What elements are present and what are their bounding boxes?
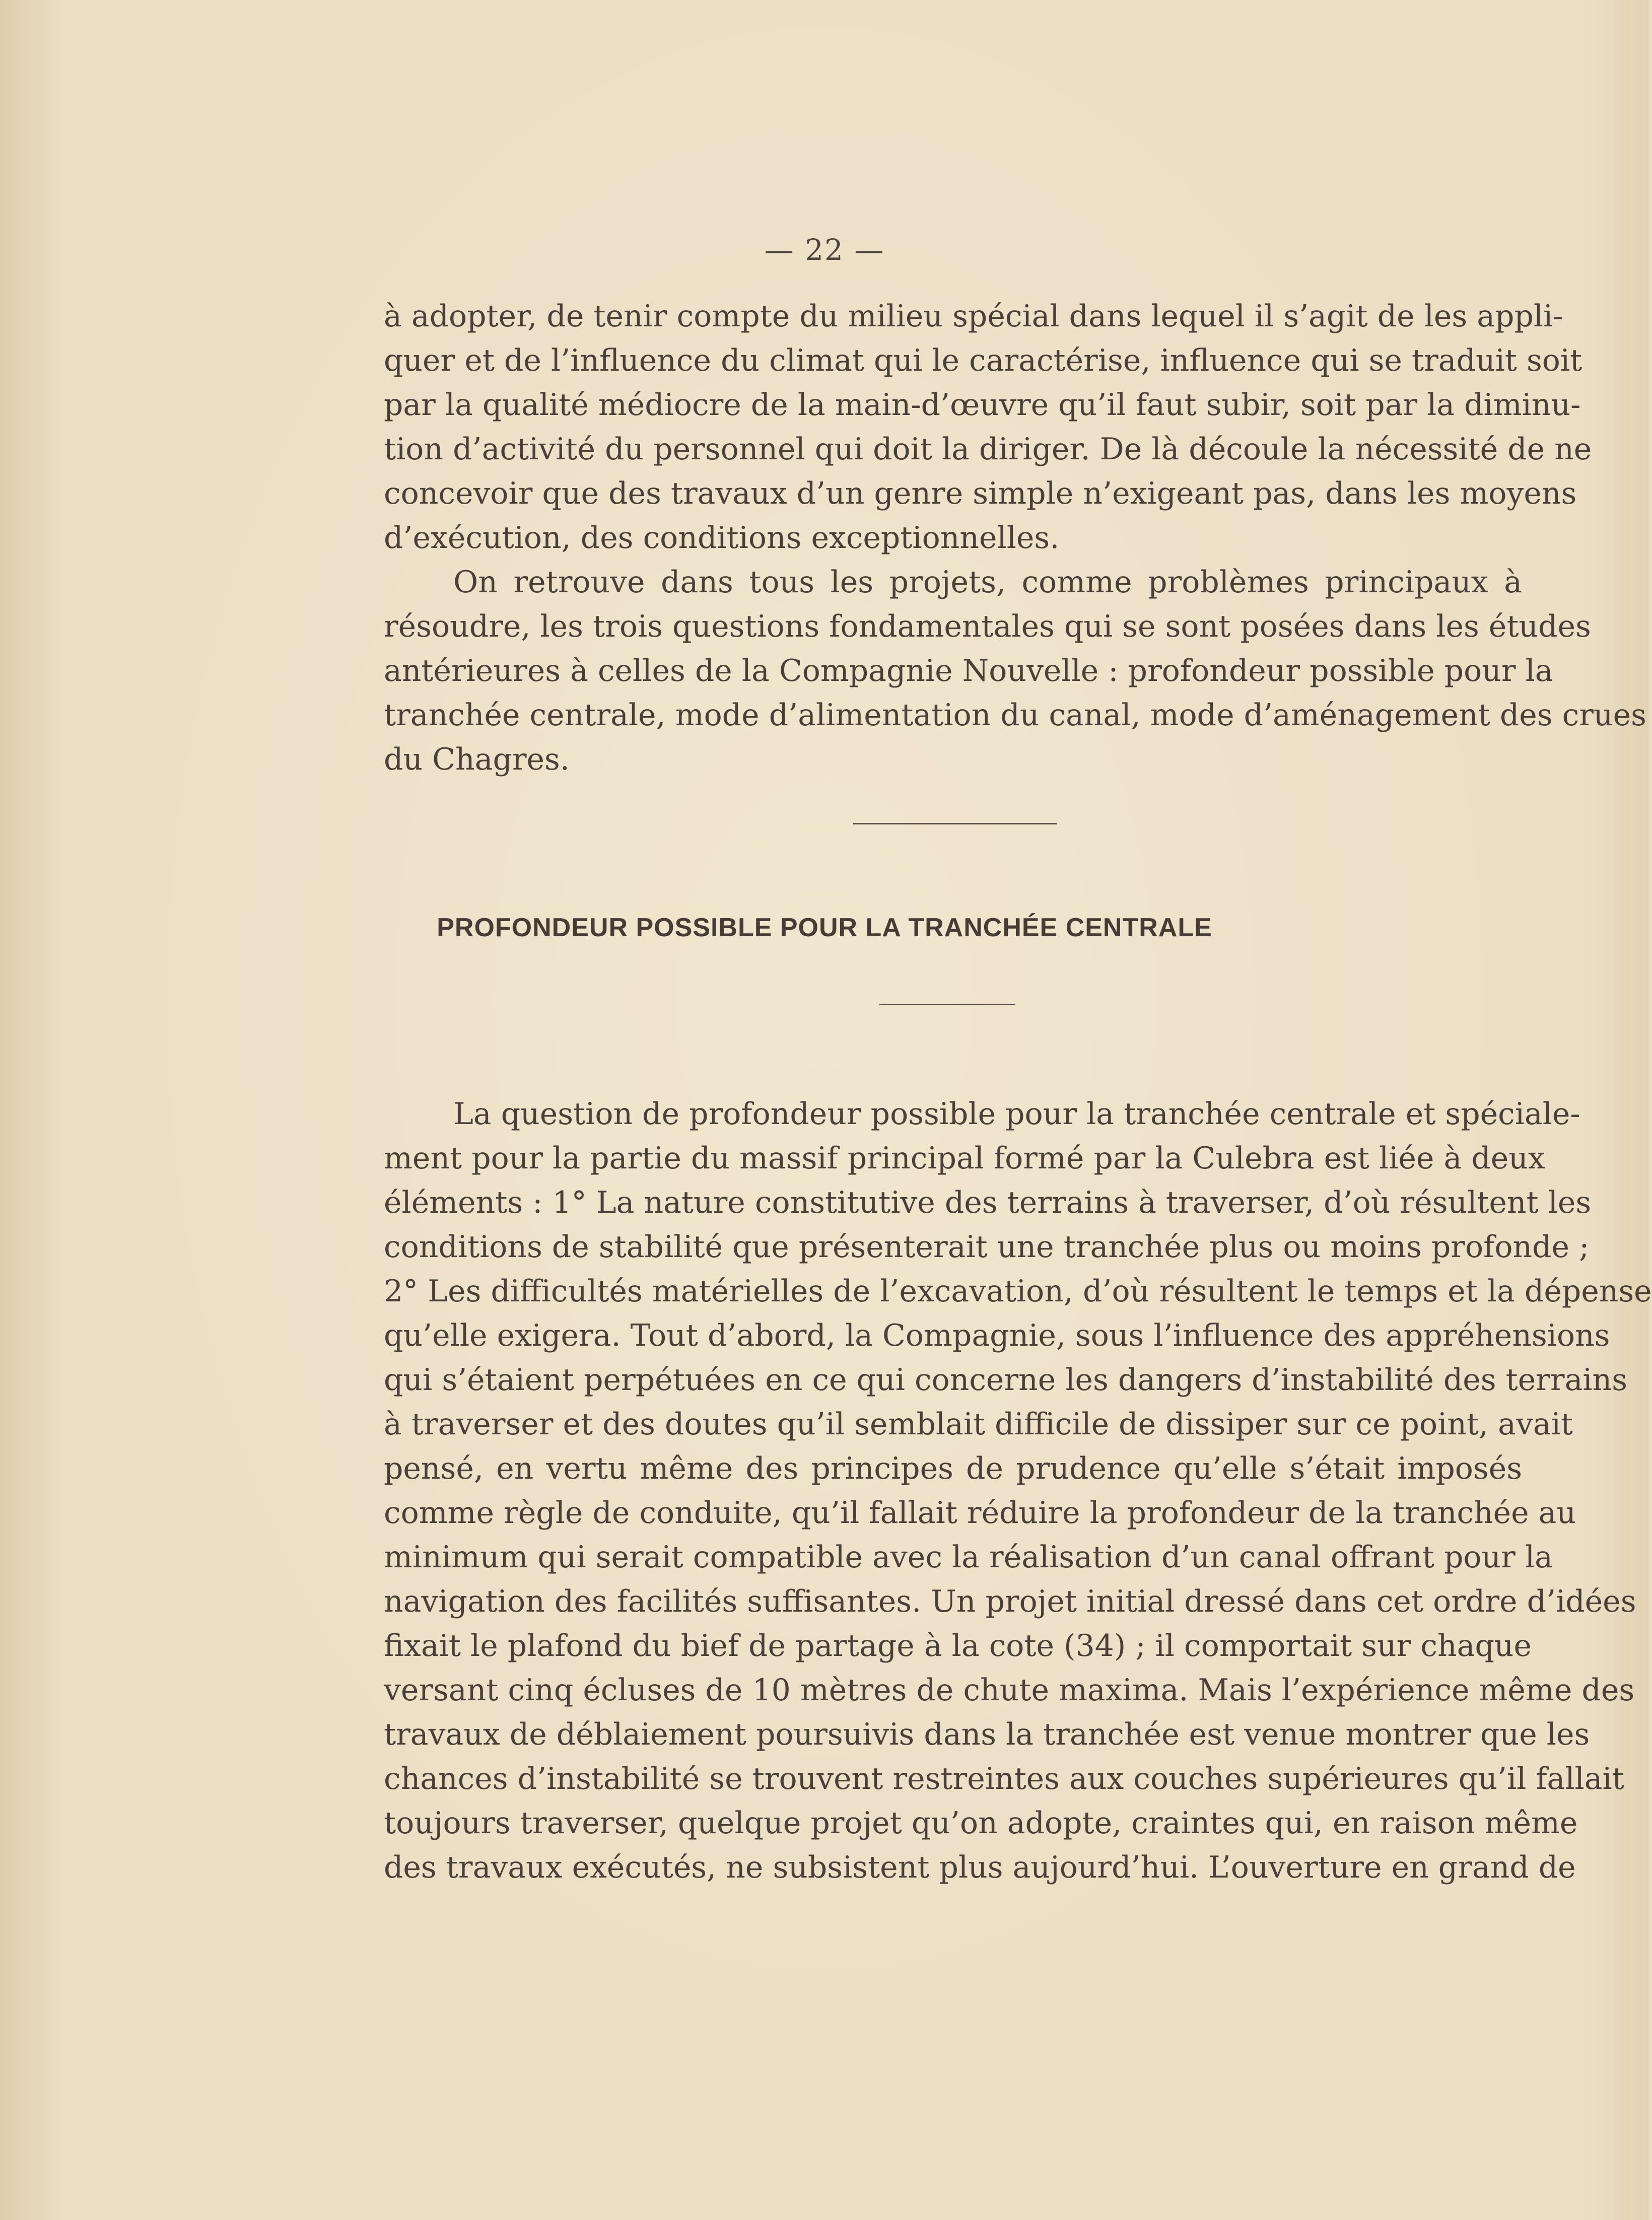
paragraph-line: du Chagres.: [384, 742, 570, 777]
paragraph-line: antérieures à celles de la Compagnie Nouvelle : profondeur possible pour la: [384, 653, 1553, 688]
paragraph-line: des travaux exécutés, ne subsistent plus aujourd’hui. L’ouverture en grand de: [384, 1850, 1576, 1885]
paragraph-line: concevoir que des travaux d’un genre simple n’exigeant pas, dans les moyens: [384, 476, 1577, 511]
paragraph-line: par la qualité médiocre de la main-d’œuvre qu’il faut subir, soit par la diminu-: [384, 387, 1581, 423]
paragraph-line: versant cinq écluses de 10 mètres de chute maxima. Mais l’expérience même des: [384, 1673, 1635, 1708]
paragraph-line: On retrouve dans tous les projets, comme problèmes principaux à: [453, 565, 1522, 600]
paragraph-line: tion d’activité du personnel qui doit la diriger. De là découle la nécessité de ne: [384, 432, 1592, 467]
paragraph-line: résoudre, les trois questions fondamentales qui se sont posées dans les études: [384, 609, 1591, 644]
paragraph-line: minimum qui serait compatible avec la réalisation d’un canal offrant pour la: [384, 1540, 1553, 1575]
paragraph-line: navigation des facilités suffisantes. Un projet initial dressé dans cet ordre d’idées: [384, 1584, 1636, 1619]
paragraph-line: La question de profondeur possible pour la tranchée centrale et spéciale-: [453, 1096, 1580, 1132]
paragraph-line: 2° Les difficultés matérielles de l’excavation, d’où résultent le temps et la dépense: [384, 1274, 1652, 1309]
paragraph-line: à adopter, de tenir compte du milieu spécial dans lequel il s’agit de les appli-: [384, 299, 1563, 334]
paragraph-line: à traverser et des doutes qu’il semblait difficile de dissiper sur ce point, avait: [384, 1407, 1573, 1442]
section-heading: PROFONDEUR POSSIBLE POUR LA TRANCHÉE CENTRALE: [437, 913, 1212, 942]
paragraph-line: quer et de l’influence du climat qui le caractérise, influence qui se traduit soit: [384, 343, 1582, 378]
paragraph-line: fixait le plafond du bief de partage à la cote (34) ; il comportait sur chaque: [384, 1628, 1532, 1663]
paragraph-line: travaux de déblaiement poursuivis dans la tranchée est venue montrer que les: [384, 1717, 1590, 1752]
paragraph-line: toujours traverser, quelque projet qu’on adopte, craintes qui, en raison même: [384, 1806, 1578, 1841]
paragraph-line: pensé, en vertu même des principes de prudence qu’elle s’était imposés: [384, 1451, 1522, 1486]
page-number: — 22 —: [764, 233, 885, 267]
paragraph-line: qu’elle exigera. Tout d’abord, la Compagnie, sous l’influence des appréhensions: [384, 1318, 1610, 1353]
section-divider-bottom: [879, 1004, 1015, 1005]
paragraph-line: conditions de stabilité que présenterait une tranchée plus ou moins profonde ;: [384, 1229, 1590, 1265]
text-block-main: [384, 1092, 1652, 1890]
paragraph-line: comme règle de conduite, qu’il fallait réduire la profondeur de la tranchée au: [384, 1495, 1576, 1531]
paragraph-line: ment pour la partie du massif principal formé par la Culebra est liée à deux: [384, 1141, 1545, 1176]
paragraph-line: chances d’instabilité se trouvent restreintes aux couches supérieures qu’il fallait: [384, 1761, 1624, 1796]
paragraph-line: d’exécution, des conditions exceptionnelles.: [384, 520, 1060, 556]
section-divider-top: [853, 823, 1057, 824]
paragraph-line: tranchée centrale, mode d’alimentation du canal, mode d’aménagement des crues: [384, 698, 1646, 733]
paragraph-line: qui s’étaient perpétuées en ce qui concerne les dangers d’instabilité des terrains: [384, 1362, 1627, 1398]
paragraph-line: éléments : 1° La nature constitutive des terrains à traverser, d’où résultent les: [384, 1185, 1592, 1220]
text-block-top: [384, 294, 1646, 782]
